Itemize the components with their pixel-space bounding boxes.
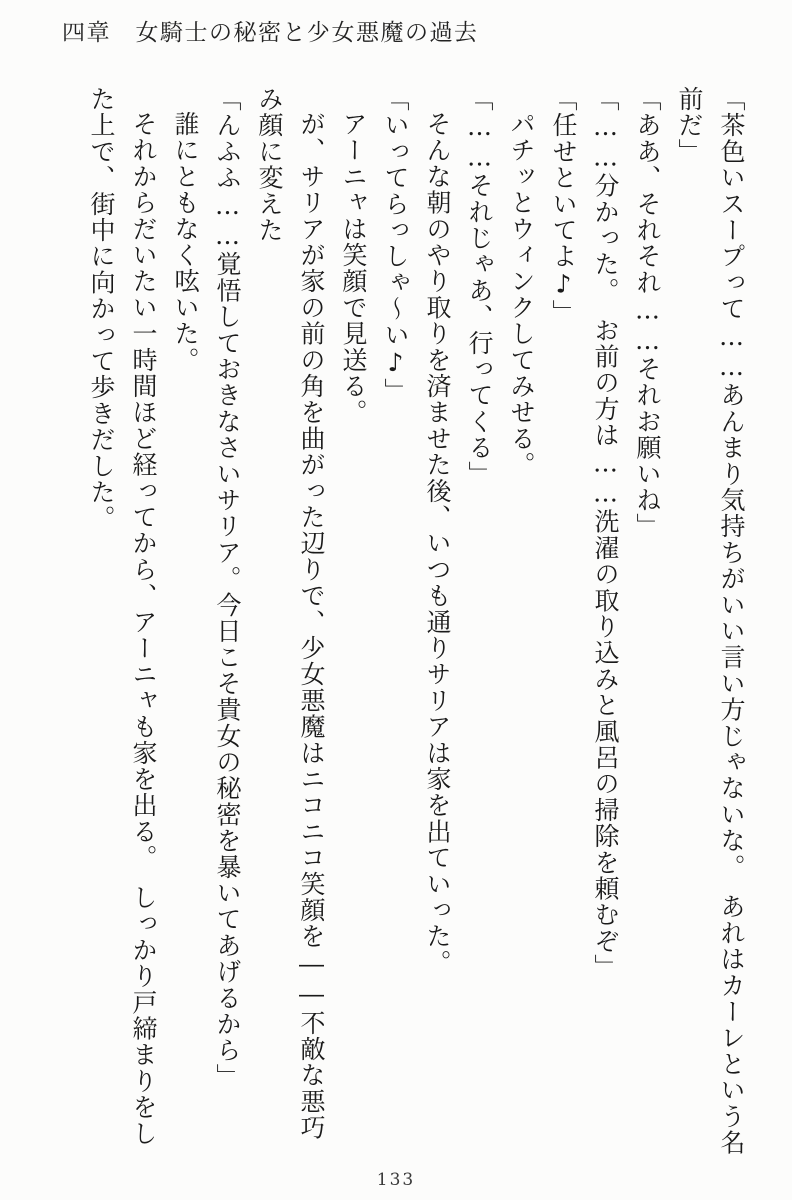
paragraph: 「いってらっしゃ～い♪」	[381, 86, 410, 405]
paragraph: が、サリアが家の前の角を曲がった辺りで、少女悪魔はニコニコ笑顔を――不敵な悪巧み顔に変えた	[255, 86, 326, 1141]
paragraph: 「……分かった。 お前の方は……洗濯の取り込みと風呂の掃除を頼むぞ」	[591, 86, 620, 981]
body-text	[60, 86, 752, 1166]
paragraph: 「んふふ……覚悟しておきなさいサリア。今日こそ貴女の秘密を暴いてあげるから」	[213, 86, 242, 1090]
paragraph: 「任せといてよ♪」	[549, 86, 578, 326]
paragraph: 「茶色いスープって……あんまり気持ちがいい言い方じゃないな。 あれはカーレという名前だ」	[675, 86, 746, 1156]
paragraph: 誰にともなく呟いた。	[171, 111, 200, 373]
paragraph: それからだいたい一時間ほど経ってから、アーニャも家を出る。 しっかり戸締まりをした上で、街中に向かって歩きだした。	[87, 86, 158, 1147]
paragraph: パチッとウィンクしてみせる。	[507, 111, 536, 478]
paragraph: 「ああ、それそれ……それお願いね」	[633, 86, 662, 540]
paragraph: そんな朝のやり取りを済ませた後、いつも通りサリアは家を出ていった。	[423, 111, 452, 976]
paragraph: 「……それじゃあ、行ってくる」	[465, 86, 494, 487]
page-number: 133	[376, 1170, 416, 1190]
paragraph: アーニャは笑顔で見送る。	[339, 111, 368, 426]
chapter-header: 四章 女騎士の秘密と少女悪魔の過去	[62, 20, 479, 46]
